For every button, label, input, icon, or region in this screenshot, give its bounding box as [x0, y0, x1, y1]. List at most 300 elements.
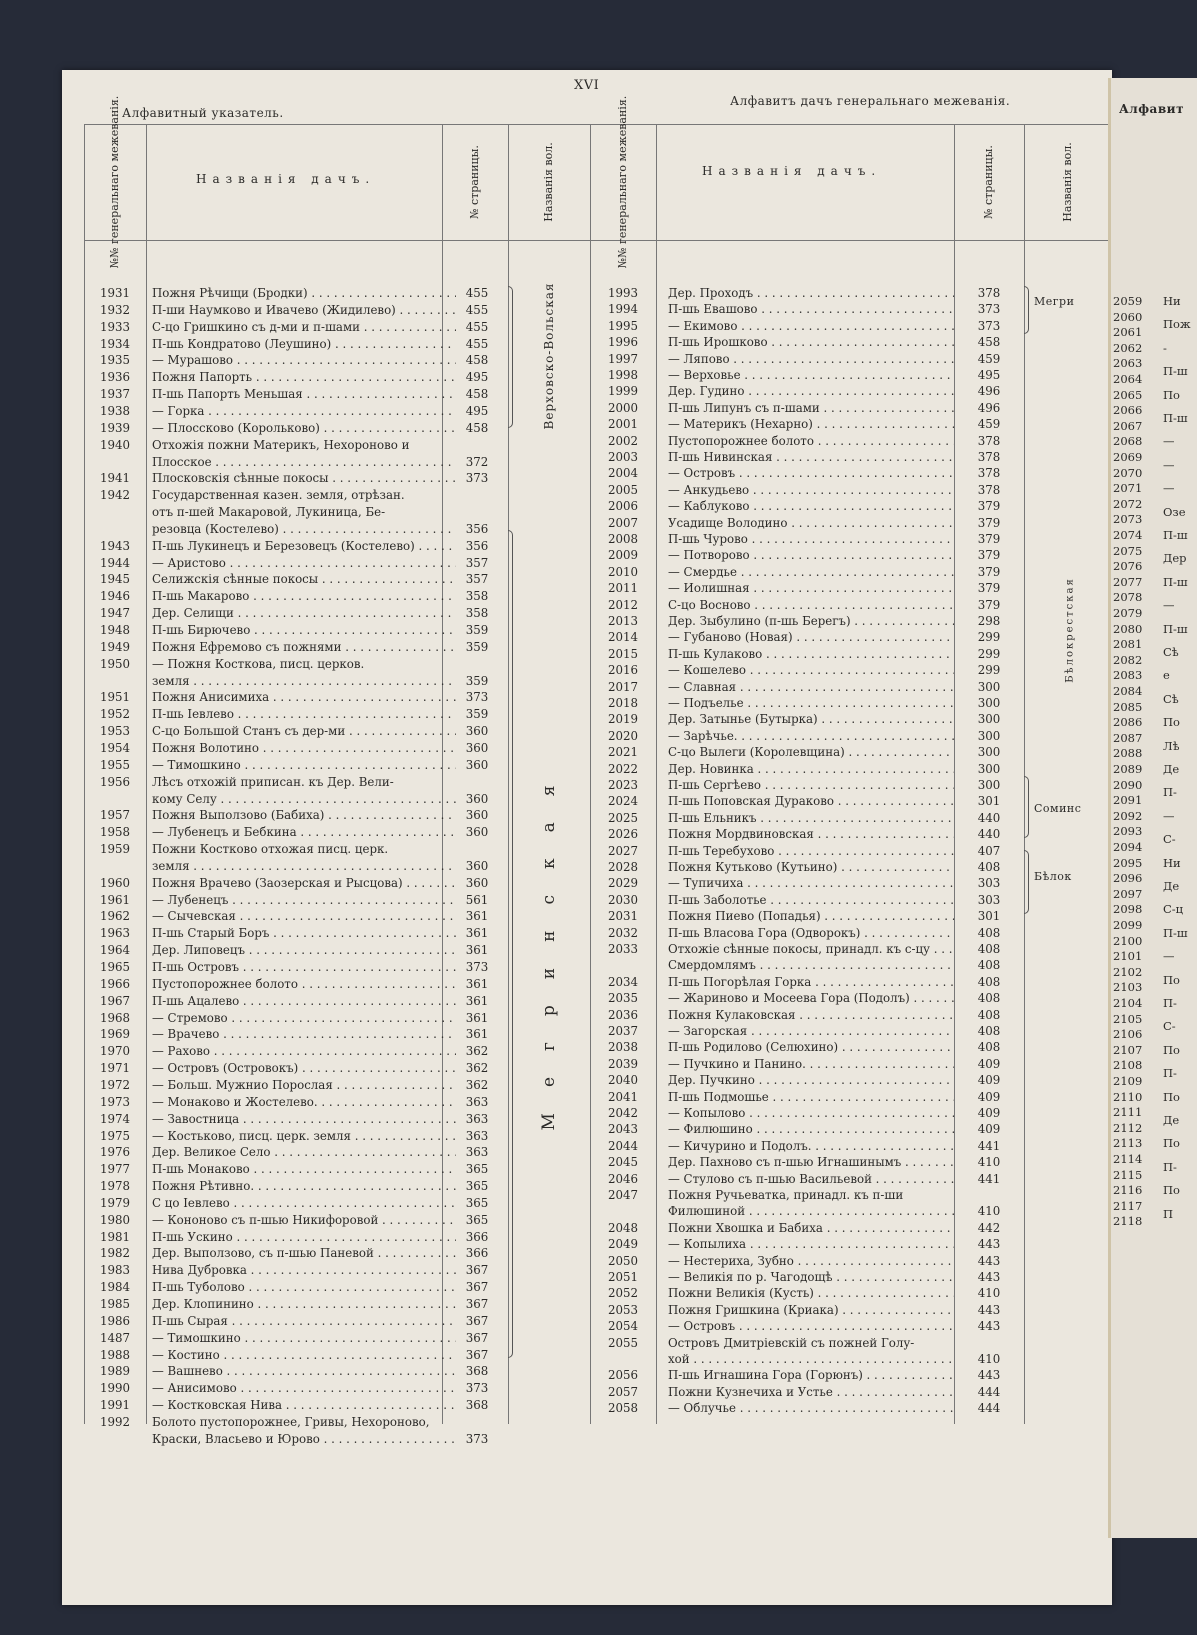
row-name: Дер. Селищи . . .	[152, 606, 456, 621]
col-header-page-right: № страницы.	[982, 145, 995, 219]
row-page: 360	[465, 875, 489, 890]
row-page: 361	[465, 943, 489, 958]
row-number: 2042	[607, 1106, 639, 1120]
row-number: 1991	[99, 1398, 131, 1413]
row-name: С цо Іевлево . . .	[152, 1196, 456, 1211]
row-page: 496	[977, 400, 1001, 415]
index-row	[592, 729, 1022, 744]
next-page-name: П-ш	[1163, 574, 1188, 589]
row-number: 2035	[607, 991, 639, 1006]
row-name: — Копылово . . .	[668, 1106, 954, 1121]
row-page: 443	[977, 1270, 1001, 1284]
row-name: П-шь Старый Боръ . . .	[152, 926, 456, 941]
next-page-number: 2066	[1113, 403, 1143, 418]
col-header-name-left: Названія дачъ.	[196, 172, 376, 186]
row-name: резовца (Костелево) . . .	[152, 522, 456, 537]
row-number: 1994	[607, 302, 639, 317]
row-page: 367	[465, 1263, 489, 1278]
index-row	[592, 499, 1022, 514]
index-row	[592, 1368, 1022, 1383]
next-page-number: 2117	[1113, 1198, 1143, 1213]
row-name: — Зарѣчье. . . .	[668, 729, 954, 744]
row-page: 360	[465, 858, 489, 873]
row-name: — Кошелево . . .	[668, 663, 954, 678]
index-row	[86, 505, 586, 520]
row-number: 1951	[99, 690, 131, 705]
next-page-name: —	[1163, 434, 1175, 449]
next-page-name: П-	[1163, 785, 1177, 800]
next-page-number: 2096	[1113, 871, 1143, 886]
row-number: 2051	[607, 1270, 639, 1284]
next-page-name: По	[1163, 1183, 1180, 1198]
row-number: 2044	[607, 1138, 639, 1153]
row-number: 2029	[607, 876, 639, 891]
next-page-number: 2095	[1113, 855, 1143, 870]
row-page: 443	[977, 1253, 1001, 1268]
row-page: 373	[465, 1381, 489, 1396]
row-name: — Каблуково . . .	[668, 499, 954, 514]
next-page-number: 2077	[1113, 574, 1143, 589]
row-number: 1935	[99, 353, 131, 368]
row-number: 1942	[99, 488, 131, 503]
row-number: 1966	[99, 976, 131, 991]
row-name: П-шь Игнашина Гора (Горюнъ) . . .	[668, 1368, 954, 1383]
row-number: 1938	[99, 403, 131, 418]
row-number: 2013	[607, 614, 639, 628]
row-page: 379	[977, 499, 1001, 514]
row-number: 2047	[607, 1188, 639, 1202]
row-page: 408	[977, 1024, 1001, 1038]
row-number: 1931	[99, 286, 131, 300]
row-name: П-шь Бирючево . . .	[152, 623, 456, 638]
row-name: — Вашнево . . .	[152, 1364, 456, 1379]
row-name: — Островъ . . .	[668, 1319, 954, 1334]
next-page-number: 2087	[1113, 730, 1143, 745]
row-page: 410	[977, 1204, 1001, 1219]
next-page-number: 2067	[1113, 418, 1143, 433]
index-row	[592, 335, 1022, 350]
row-number: 2037	[607, 1024, 639, 1038]
row-number: 1937	[99, 387, 131, 402]
row-page: 357	[465, 572, 489, 587]
row-name: — Облучье . . .	[668, 1401, 954, 1416]
row-name: — Копылиха . . .	[668, 1237, 954, 1252]
next-page-number: 2070	[1113, 465, 1143, 480]
next-page-number: 2088	[1113, 746, 1143, 761]
row-number: 1975	[99, 1128, 131, 1143]
index-row	[592, 926, 1022, 941]
row-name: С-цо Вылеги (Королевщина) . . .	[668, 745, 954, 760]
row-name: Пожня Анисимиха . . .	[152, 690, 456, 705]
row-name: П-шь Погорѣлая Горка . . .	[668, 975, 954, 990]
row-page: 360	[465, 808, 489, 823]
row-number: 1969	[99, 1027, 131, 1042]
next-page-number: 2073	[1113, 512, 1143, 527]
row-name: Пожня Ефремово съ пожнями . . .	[152, 640, 456, 655]
row-number: 1997	[607, 351, 639, 366]
row-page: 410	[977, 1155, 1001, 1170]
next-page-number: 2116	[1113, 1183, 1143, 1198]
col-header-volost: Названія вол.	[542, 142, 555, 222]
row-name: — Тимошкино . . .	[152, 758, 456, 773]
row-name: Дер. Новинка . . .	[668, 762, 954, 777]
next-page-name: П-	[1163, 1159, 1177, 1174]
next-page-number: 2071	[1113, 481, 1143, 496]
next-page-number: 2114	[1113, 1152, 1143, 1166]
row-number: 2053	[607, 1302, 639, 1317]
row-page: 361	[465, 926, 489, 941]
row-name: — Екимово . . .	[668, 319, 954, 334]
row-number: 1976	[99, 1145, 131, 1160]
row-name: — Рахово . . .	[152, 1044, 456, 1059]
index-row	[592, 1122, 1022, 1137]
row-page: 365	[465, 1212, 489, 1227]
row-page: 363	[465, 1128, 489, 1143]
row-number: 2046	[607, 1171, 639, 1186]
row-name: П-шь Кулаково . . .	[668, 647, 954, 662]
row-page: 373	[977, 302, 1001, 317]
row-number: 2009	[607, 548, 639, 563]
row-number: 1961	[99, 892, 131, 907]
next-page-number: 2074	[1113, 528, 1143, 542]
col-header-no-right: №№ генеральнаго межеванія.	[616, 95, 629, 269]
row-number: 1982	[99, 1246, 131, 1261]
row-number: 1979	[99, 1195, 131, 1210]
row-name: П-шь Нивинская . . .	[668, 450, 954, 465]
index-row	[86, 471, 586, 486]
next-page-number: 2091	[1113, 793, 1143, 808]
row-name: Пустопорожнее болото . . .	[152, 977, 456, 992]
row-name: Пожня Кулаковская . . .	[668, 1008, 954, 1023]
next-page-name: Де	[1163, 879, 1180, 893]
row-name: Дер. Пучкино . . .	[668, 1073, 954, 1088]
row-page: 361	[465, 993, 489, 1008]
row-name: Дер. Великое Село . . .	[152, 1145, 456, 1160]
index-row	[592, 1336, 1022, 1351]
row-number: 1946	[99, 589, 131, 604]
next-page-name: Де	[1163, 1113, 1180, 1127]
next-page-number: 2098	[1113, 902, 1143, 917]
index-row	[592, 352, 1022, 367]
brace-lower	[508, 530, 513, 1358]
row-number: 2045	[607, 1155, 639, 1170]
row-number: 1958	[99, 825, 131, 840]
next-page-number: 2065	[1113, 387, 1143, 402]
index-row	[592, 696, 1022, 711]
index-row	[592, 680, 1022, 695]
row-number: 1967	[99, 993, 131, 1008]
row-number: 2017	[607, 679, 639, 694]
next-page-number: 2104	[1113, 996, 1143, 1010]
row-name: Краски, Власьево и Юрово . . .	[152, 1432, 456, 1447]
row-name: Государственная казен. земля, отрѣзан.	[152, 488, 405, 503]
row-page: 458	[465, 420, 489, 435]
table-top-rule	[84, 124, 1112, 125]
next-page-number: 2075	[1113, 543, 1143, 558]
row-name: Пожня Рѣтивно. . . .	[152, 1179, 456, 1194]
index-row	[592, 860, 1022, 875]
row-page: 360	[465, 791, 489, 806]
index-row	[592, 1008, 1022, 1023]
index-row	[592, 1040, 1022, 1055]
next-page-name: П-ш	[1163, 411, 1188, 425]
row-number: 1986	[99, 1313, 131, 1328]
row-number: 1957	[99, 808, 131, 823]
row-page: 363	[465, 1111, 489, 1126]
next-page-name: Ни	[1163, 855, 1181, 870]
row-page: 300	[977, 761, 1001, 776]
row-name: Дер. Клопинино . . .	[152, 1297, 456, 1312]
next-page-number: 2089	[1113, 762, 1143, 776]
index-row	[592, 1221, 1022, 1236]
row-name: — Материкъ (Нехарно) . . .	[668, 417, 954, 432]
row-number: 2004	[607, 466, 639, 481]
row-number: 2008	[607, 532, 639, 546]
row-page: 379	[977, 515, 1001, 530]
row-name: П-шь Ускино . . .	[152, 1230, 456, 1245]
row-number: 2005	[607, 482, 639, 497]
row-page: 407	[977, 843, 1001, 858]
index-row	[592, 1385, 1022, 1400]
row-number: 1960	[99, 875, 131, 890]
row-page: 378	[977, 433, 1001, 448]
row-page: 368	[465, 1398, 489, 1413]
row-name: земля . . .	[152, 859, 456, 874]
index-row	[592, 630, 1022, 645]
row-page: 379	[977, 597, 1001, 612]
row-name: — Иолишная . . .	[668, 581, 954, 596]
row-page: 367	[465, 1313, 489, 1328]
index-row	[592, 1188, 1022, 1203]
row-name: Пожня Выползово (Бабиха) . . .	[152, 808, 456, 823]
row-number: 1947	[99, 606, 131, 621]
row-name: Пожня Рѣчищи (Бродки) . . .	[152, 286, 456, 301]
row-page: 408	[977, 942, 1001, 956]
row-name: Дер. Гудино . . .	[668, 384, 954, 399]
row-page: 366	[465, 1246, 489, 1261]
index-row	[592, 1401, 1022, 1416]
row-name: — Мурашово . . .	[152, 353, 456, 368]
row-page: 496	[977, 384, 1001, 399]
index-row	[592, 548, 1022, 563]
row-number: 2011	[607, 581, 639, 596]
next-page-name: С-	[1163, 832, 1176, 847]
col-header-no-left: №№ генеральнаго межеванія.	[108, 95, 121, 269]
row-name: — Загорская . . .	[668, 1024, 954, 1039]
next-page-number: 2113	[1113, 1136, 1143, 1151]
row-name: — Нестериха, Зубно . . .	[668, 1254, 954, 1269]
next-page-number: 2094	[1113, 840, 1143, 854]
row-name: — Анисимово . . .	[152, 1381, 456, 1396]
index-row	[592, 483, 1022, 498]
next-page-number: 2072	[1113, 496, 1143, 511]
next-page-number: 2097	[1113, 886, 1143, 901]
index-row	[592, 1286, 1022, 1301]
brace-right-c	[1024, 850, 1029, 914]
row-number: 2056	[607, 1368, 639, 1383]
row-name: П-шь Поповская Дураково . . .	[668, 794, 954, 809]
row-page: 367	[465, 1330, 489, 1345]
row-page: 408	[977, 925, 1001, 940]
row-page: 455	[465, 336, 489, 351]
row-page: 455	[465, 319, 489, 334]
row-name: Пожня Врачево (Заозерская и Рысцова) . . .	[152, 876, 456, 891]
row-number: 2033	[607, 942, 639, 956]
next-page-name: —	[1163, 808, 1175, 823]
row-name: — Жариново и Мосеева Гора (Подолъ) . . .	[668, 991, 954, 1006]
row-page: 358	[465, 606, 489, 621]
row-number: 2039	[607, 1056, 639, 1071]
index-row	[592, 1090, 1022, 1105]
row-number: 2025	[607, 810, 639, 825]
row-number: 1993	[607, 286, 639, 300]
row-page: 361	[465, 909, 489, 924]
row-name: — Плоссково (Корольково) . . .	[152, 421, 456, 436]
row-page: 363	[465, 1145, 489, 1160]
row-number: 1989	[99, 1364, 131, 1379]
next-page-number: 2105	[1113, 1011, 1143, 1026]
row-number: 1988	[99, 1347, 131, 1362]
index-row	[86, 1364, 586, 1379]
row-name: — Подъелье . . .	[668, 696, 954, 711]
next-page-name: —	[1163, 457, 1175, 472]
row-name: кому Селу . . .	[152, 792, 456, 807]
index-row	[592, 1237, 1022, 1252]
next-page-name: По	[1163, 715, 1180, 730]
row-page: 440	[977, 827, 1001, 842]
row-number: 1954	[99, 740, 131, 755]
next-page-number: 2106	[1113, 1027, 1143, 1042]
row-name: П-шь Лукинецъ и Березовецъ (Костелево) . . .	[152, 539, 456, 554]
row-number: 1936	[99, 370, 131, 385]
index-row	[592, 876, 1022, 891]
row-number: 1945	[99, 572, 131, 587]
row-number: 2058	[607, 1401, 639, 1416]
row-page: 365	[465, 1195, 489, 1210]
next-page-number: 2063	[1113, 356, 1143, 371]
row-number: 1973	[99, 1094, 131, 1109]
row-name: — Костьково, писц. церк. земля . . .	[152, 1129, 456, 1144]
next-page-number: 2082	[1113, 652, 1143, 667]
row-name: Пожня Ручьеватка, принадл. къ п-ши	[668, 1188, 904, 1202]
row-page: 299	[977, 646, 1001, 661]
row-name: С-цо Восново . . .	[668, 598, 954, 613]
row-name: П-шь Заболотье . . .	[668, 893, 954, 908]
row-name: — Стулово съ п-шью Васильевой . . .	[668, 1172, 954, 1187]
header-left: Алфавитный указатель.	[122, 106, 284, 120]
row-name: Пустопорожнее болото . . .	[668, 434, 954, 449]
row-name: П-ши Наумково и Ивачево (Жидилево) . . .	[152, 303, 456, 318]
row-page: 356	[465, 521, 489, 536]
row-page: 410	[977, 1352, 1001, 1366]
next-page-name: —	[1163, 481, 1175, 496]
next-page-name: Дер	[1163, 551, 1187, 566]
row-page: 441	[977, 1138, 1001, 1153]
row-page: 300	[977, 778, 1001, 792]
row-page: 408	[977, 1007, 1001, 1022]
row-name: — Ляпово . . .	[668, 352, 954, 367]
next-page-name: С-ц	[1163, 902, 1184, 917]
row-number: 2001	[607, 417, 639, 432]
row-name: П-шь Островъ . . .	[152, 960, 456, 975]
index-row	[592, 827, 1022, 842]
row-page: 361	[465, 1027, 489, 1042]
row-name: Плосское . . .	[152, 455, 456, 470]
row-number: 2015	[607, 646, 639, 661]
row-page: 301	[977, 794, 1001, 809]
row-number: 1934	[99, 336, 131, 351]
index-row	[592, 1204, 1022, 1219]
row-page: 409	[977, 1089, 1001, 1104]
row-page: 356	[465, 538, 489, 553]
brace-right-a	[1024, 286, 1029, 334]
row-number: 1990	[99, 1381, 131, 1396]
row-name: П-шь Власова Гора (Одворокъ) . . .	[668, 926, 954, 941]
row-number: 2031	[607, 909, 639, 924]
row-page: 378	[977, 450, 1001, 464]
volost-right-c: Бѣлок	[1034, 870, 1072, 883]
index-row	[592, 778, 1022, 793]
index-row	[592, 598, 1022, 613]
row-number: 1998	[607, 368, 639, 382]
next-page-name: П-ш	[1163, 925, 1188, 940]
row-page: 444	[977, 1384, 1001, 1399]
volost-upper: Верховско-Вольская	[542, 282, 556, 430]
row-page: 442	[977, 1220, 1001, 1235]
row-number: 2043	[607, 1122, 639, 1137]
row-number: 1944	[99, 555, 131, 570]
row-name: П-шь Папорть Меньшая . . .	[152, 387, 456, 402]
row-number: 1971	[99, 1061, 131, 1076]
row-number: 2057	[607, 1384, 639, 1399]
row-name: хой . . .	[668, 1352, 954, 1367]
row-name: Смердомлямъ . . .	[668, 958, 954, 973]
next-page-number: 2092	[1113, 808, 1143, 823]
row-page: 299	[977, 663, 1001, 678]
next-page-name: По	[1163, 1136, 1180, 1151]
index-row	[592, 1073, 1022, 1088]
row-number: 1487	[99, 1330, 131, 1345]
row-number: 2002	[607, 433, 639, 448]
row-page: 373	[465, 960, 489, 974]
row-page: 378	[977, 482, 1001, 497]
index-row	[592, 434, 1022, 449]
row-number: 1965	[99, 960, 131, 974]
row-name: — Тимошкино . . .	[152, 1331, 456, 1346]
row-number: 2006	[607, 499, 639, 514]
row-page: 409	[977, 1056, 1001, 1071]
index-row	[592, 712, 1022, 727]
row-name: Пожня Мордвиновская . . .	[668, 827, 954, 842]
index-row	[592, 1024, 1022, 1039]
row-number: 2014	[607, 630, 639, 645]
row-number: 2019	[607, 712, 639, 727]
row-name: П-шь Іевлево . . .	[152, 707, 456, 722]
next-page-name: Пож	[1163, 317, 1191, 332]
index-row	[592, 991, 1022, 1006]
row-number: 2050	[607, 1253, 639, 1268]
row-page: 455	[465, 302, 489, 317]
next-page-number: 2112	[1113, 1120, 1143, 1135]
row-number: 2021	[607, 745, 639, 760]
index-row	[592, 1254, 1022, 1269]
row-page: 410	[977, 1286, 1001, 1301]
row-number: 2041	[607, 1089, 639, 1104]
next-page-number: 2078	[1113, 590, 1143, 605]
row-page: 458	[465, 387, 489, 402]
index-row	[592, 1319, 1022, 1334]
row-page: 365	[465, 1162, 489, 1177]
